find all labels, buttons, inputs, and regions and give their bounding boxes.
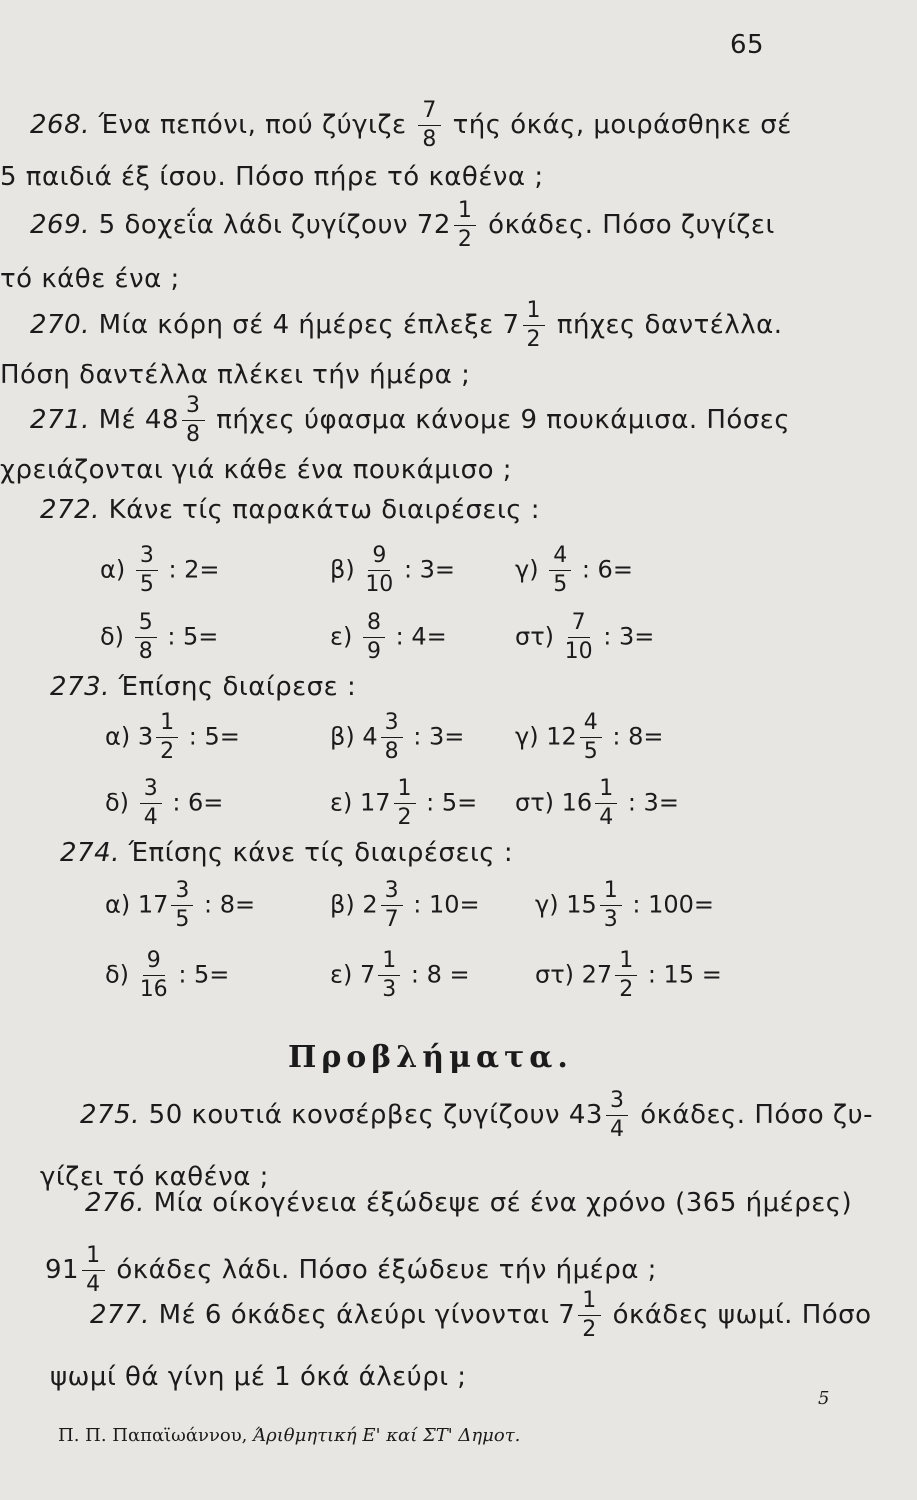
whole-number: 16 [561,788,593,817]
footer-signature: 5 [818,1388,830,1409]
whole-number: 17 [359,788,391,817]
problem-268 [30,100,792,151]
fraction: $\frac{1}{3}$ [378,950,400,1001]
problem-271-line2: χρειάζονται γιά κάθε ένα πουκάμισο ; [0,455,513,485]
operation: : 8= [604,722,664,751]
problem-number: 271. [30,405,90,435]
problem-text: Μία οίκογένεια έξώδεψε σέ ένα χρόνο (365 ήμέρες) [153,1188,853,1218]
fraction: $\frac{7}{8}$ [418,100,441,151]
operation: : 100= [624,890,715,919]
fraction: $\frac{7}{10}$ [564,610,593,664]
problem-text: Έπίσης κάνε τίς διαιρέσεις : [128,838,514,868]
exercise-label: α) [105,722,138,751]
problem-270-line2: Πόση δαντέλλα πλέκει τήν ήμέρα ; [0,360,471,390]
problem-text: Ένα πεπόνι, πού ζύγιζε [98,110,407,140]
problem-text: πήχες ύφασμα κάνομε 9 πουκάμισα. Πόσες [216,405,791,435]
exercise-label: γ) [515,722,547,751]
problem-text: 5 δοχεΐα λάδι ζυγίζουν 72 [98,210,451,240]
operation: : 5= [181,722,240,751]
problem-274-title [60,838,513,868]
problem-number: 277. [90,1300,150,1330]
problem-268-line2: 5 παιδιά έξ ίσου. Πόσο πήρε τό καθένα ; [0,162,544,192]
operation: : 5= [418,788,478,817]
exercise-label: ε) [330,960,360,989]
fraction: $\frac{4}{5}$ [549,545,571,596]
fraction: $\frac{1}{2}$ [454,200,477,251]
problem-number: 274. [60,838,120,868]
whole-number: 17 [137,890,169,919]
problem-273-title [50,672,356,702]
fraction: $\frac{3}{4}$ [140,778,162,829]
exercise-label: στ) [515,788,562,817]
exercise-item [535,950,722,1001]
problem-text: 50 κουτιά κονσέρβες ζυγίζουν 43 [148,1100,603,1130]
exercise-item [330,545,455,596]
whole-number: 15 [566,890,597,919]
fraction: $\frac{5}{8}$ [135,612,157,663]
fraction: $\frac{1}{2}$ [615,950,637,1001]
exercise-item [330,950,470,1001]
problem-text: Μία κόρη σέ 4 ήμέρες έπλεξε 7 [98,310,520,340]
problem-270 [30,300,783,351]
problem-text: όκάδες. Πόσο ζυ- [640,1100,873,1130]
exercise-item [105,950,229,1001]
exercise-label: β) [330,890,363,919]
operation: : 2= [160,555,220,584]
operation: : 8 = [403,960,470,989]
exercise-item [515,545,633,596]
exercise-item [515,778,679,829]
operation: : 6= [574,555,633,584]
operation: : 3= [620,788,679,817]
exercise-item [105,880,255,931]
exercise-item [105,712,240,763]
fraction: $\frac{1}{2}$ [523,300,546,351]
fraction: $\frac{3}{4}$ [606,1090,629,1141]
problem-text: τής όκάς, μοιράσθηκε σέ [452,110,792,140]
fraction: $\frac{1}{4}$ [595,778,617,829]
problem-number: 270. [30,310,90,340]
exercise-label: στ) [515,622,562,651]
exercise-item [515,612,654,663]
problem-text: Κάνε τίς παρακάτω διαιρέσεις : [108,495,541,525]
footer-book-title: Άριθμητική Ε' καί ΣΤ' Δημοτ. [253,1425,521,1446]
operation: : 5= [170,960,230,989]
problem-275 [80,1090,873,1141]
problem-269 [30,200,775,251]
fraction: $\frac{9}{16}$ [139,948,168,1002]
fraction: $\frac{1}{4}$ [82,1245,105,1296]
whole-number: 27 [581,960,613,989]
problem-271 [30,395,790,446]
fraction: $\frac{3}{5}$ [136,545,158,596]
fraction: $\frac{3}{8}$ [182,395,205,446]
operation: : 5= [159,622,219,651]
fraction: $\frac{3}{7}$ [381,880,403,931]
operation: : 6= [164,788,224,817]
operation: : 15 = [640,960,722,989]
problem-277-line2: ψωμί θά γίνη μέ 1 όκά άλεύρι ; [50,1362,467,1392]
exercise-item [330,612,447,663]
exercise-item [330,712,464,763]
fraction: $\frac{4}{5}$ [580,712,602,763]
exercise-item [535,880,714,931]
exercise-label: α) [105,890,138,919]
operation: : 10= [405,890,480,919]
problem-text: όκάδες ψωμί. Πόσο [612,1300,872,1330]
problem-text: όκάδες λάδι. Πόσο έξώδευε τήν ήμέρα ; [116,1255,657,1285]
exercise-label: δ) [105,960,137,989]
exercise-item [515,712,663,763]
exercise-label: α) [100,555,133,584]
fraction: $\frac{1}{3}$ [600,880,622,931]
problem-number: 275. [80,1100,140,1130]
exercise-label: δ) [105,788,137,817]
fraction: $\frac{9}{10}$ [365,543,394,597]
exercise-label: γ) [535,890,567,919]
problem-number: 272. [40,495,100,525]
fraction: $\frac{1}{2}$ [578,1290,601,1341]
whole-number: 3 [137,722,154,751]
problem-277 [90,1290,872,1341]
whole-number: 2 [362,890,378,919]
whole-number: 7 [359,960,376,989]
fraction: $\frac{1}{2}$ [156,712,178,763]
problem-text: πήχες δαντέλλα. [556,310,783,340]
problem-276-line2 [45,1245,657,1296]
footer-citation [58,1425,520,1446]
problem-276 [85,1188,852,1218]
operation: : 3= [595,622,655,651]
exercise-item [105,778,223,829]
problem-number: 269. [30,210,90,240]
operation: : 3= [405,722,465,751]
problem-number: 273. [50,672,110,702]
problem-275-line2: γίζει τό καθένα ; [40,1162,269,1192]
exercise-label: ε) [330,622,360,651]
exercise-label: γ) [515,555,547,584]
exercise-label: β) [330,722,363,751]
operation: : 4= [387,622,447,651]
footer-author: Π. Π. Παπαϊωάννου, [58,1425,248,1446]
exercise-label: ε) [330,788,360,817]
exercise-item [330,778,477,829]
whole-number: 91 [45,1255,80,1285]
fraction: $\frac{3}{8}$ [381,712,403,763]
whole-number: 4 [362,722,378,751]
section-heading: Προβλήματα. [288,1040,573,1075]
exercise-item [330,880,480,931]
exercise-item [100,545,220,596]
problem-text: όκάδες. Πόσο ζυγίζει [488,210,775,240]
problem-number: 276. [85,1188,145,1218]
whole-number: 12 [546,722,577,751]
page-number: 65 [730,30,765,60]
fraction: $\frac{1}{2}$ [394,778,416,829]
problem-text: Μέ 48 [98,405,179,435]
problem-269-line2: τό κάθε ένα ; [0,264,180,294]
problem-text: Έπίσης διαίρεσε : [118,672,357,702]
exercise-item [100,612,218,663]
exercise-label: στ) [535,960,582,989]
exercise-label: β) [330,555,363,584]
exercise-label: δ) [100,622,132,651]
fraction: $\frac{3}{5}$ [171,880,193,931]
fraction: $\frac{8}{9}$ [363,612,385,663]
problem-text: Μέ 6 όκάδες άλεύρι γίνονται 7 [158,1300,576,1330]
operation: : 3= [396,555,456,584]
operation: : 8= [196,890,256,919]
problem-number: 268. [30,110,90,140]
problem-272-title [40,495,540,525]
